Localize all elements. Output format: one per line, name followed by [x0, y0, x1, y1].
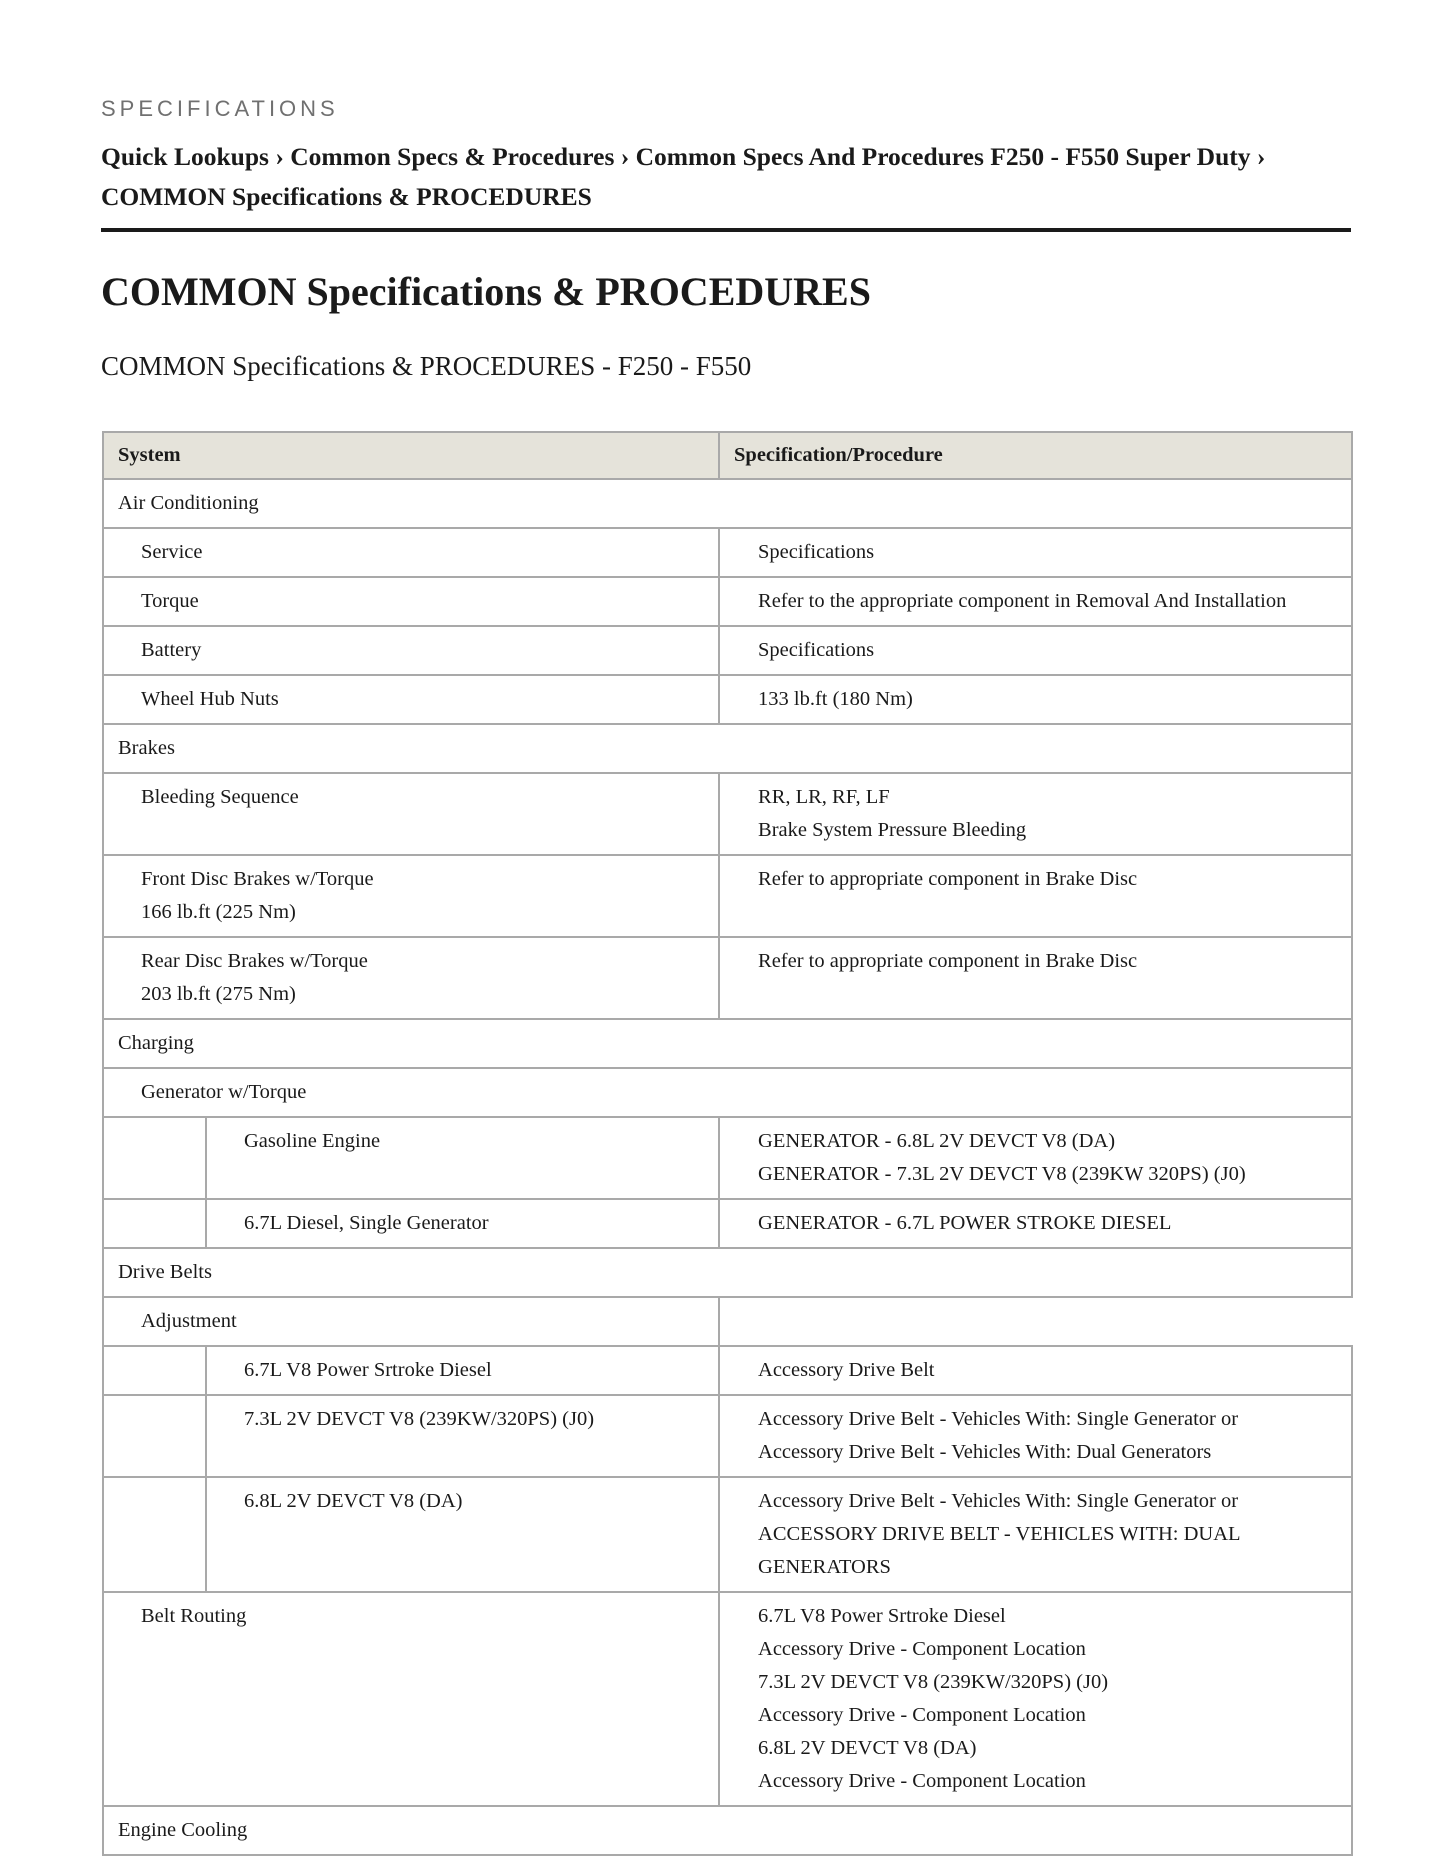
- column-header-system: System: [103, 432, 719, 479]
- spec-link[interactable]: Brake System Pressure Bleeding: [758, 819, 1027, 841]
- spec-link[interactable]: Accessory Drive Belt - Vehicles With: Single Generator or: [758, 1490, 1239, 1512]
- breadcrumb-common-specs[interactable]: Common Specs & Procedures: [290, 142, 615, 171]
- spec-link[interactable]: Accessory Drive - Component Location: [758, 1638, 1086, 1660]
- system-cell: Bleeding Sequence: [103, 773, 719, 855]
- table-row-category: [103, 479, 1352, 528]
- table-row: [103, 937, 1352, 1019]
- subcategory-generator-torque: Generator w/Torque: [103, 1068, 1352, 1117]
- table-row-category: [103, 1806, 1352, 1855]
- page-subtitle: COMMON Specifications & PROCEDURES - F250 - F550: [101, 351, 752, 381]
- table-row: [103, 1346, 1352, 1395]
- system-cell: [103, 855, 719, 937]
- spec-cell: [719, 773, 1352, 855]
- category-brakes: Brakes: [103, 724, 1352, 773]
- system-label: Front Disc Brakes w/Torque: [141, 868, 374, 890]
- indent-cell: [103, 1395, 206, 1477]
- breadcrumb-quick-lookups[interactable]: Quick Lookups: [101, 142, 269, 171]
- indent-cell: [103, 1477, 206, 1592]
- breadcrumb-separator: ›: [1256, 142, 1266, 171]
- header-divider: [101, 228, 1351, 232]
- spec-link[interactable]: Specifications: [719, 528, 1352, 577]
- spec-cell: [719, 1395, 1352, 1477]
- spec-link[interactable]: ACCESSORY DRIVE BELT - VEHICLES WITH: DUAL GENERATORS: [758, 1523, 1240, 1578]
- spec-link[interactable]: GENERATOR - 7.3L 2V DEVCT V8 (239KW 320PS) (J0): [758, 1163, 1246, 1185]
- category-air-conditioning: Air Conditioning: [103, 479, 1352, 528]
- spec-link[interactable]: Refer to appropriate component in Brake Disc: [719, 855, 1352, 937]
- engine-label: 6.8L 2V DEVCT V8 (DA): [758, 1737, 977, 1759]
- column-header-spec: Specification/Procedure: [719, 432, 1352, 479]
- category-engine-cooling: Engine Cooling: [103, 1806, 1352, 1855]
- table-row: [103, 1477, 1352, 1592]
- table-row-subcategory: [103, 1297, 1352, 1346]
- table-row-category: [103, 1248, 1352, 1297]
- spec-cell: [719, 1117, 1352, 1199]
- table-row: [103, 626, 1352, 675]
- subcategory-adjustment: Adjustment: [103, 1297, 719, 1346]
- engine-label: 7.3L 2V DEVCT V8 (239KW/320PS) (J0): [758, 1671, 1109, 1693]
- category-drive-belts: Drive Belts: [103, 1248, 1352, 1297]
- table-row: [103, 1117, 1352, 1199]
- spec-link[interactable]: Specifications: [719, 626, 1352, 675]
- breadcrumb-separator: ›: [620, 142, 630, 171]
- system-cell: Battery: [103, 626, 719, 675]
- page-title: COMMON Specifications & PROCEDURES: [101, 269, 871, 314]
- table-row: [103, 1199, 1352, 1248]
- spec-value: 133 lb.ft (180 Nm): [719, 675, 1352, 724]
- table-row: [103, 1395, 1352, 1477]
- system-cell: Service: [103, 528, 719, 577]
- specs-table: [102, 431, 1353, 1856]
- table-row: [103, 1592, 1352, 1806]
- spec-link[interactable]: GENERATOR - 6.8L 2V DEVCT V8 (DA): [758, 1130, 1116, 1152]
- spec-link[interactable]: Refer to appropriate component in Brake Disc: [719, 937, 1352, 1019]
- table-row: [103, 855, 1352, 937]
- spec-link[interactable]: Accessory Drive Belt - Vehicles With: Single Generator or: [758, 1408, 1239, 1430]
- system-cell: [103, 937, 719, 1019]
- spec-link[interactable]: Accessory Drive Belt: [719, 1346, 1352, 1395]
- section-label: SPECIFICATIONS: [101, 96, 339, 121]
- system-cell: Wheel Hub Nuts: [103, 675, 719, 724]
- table-row-subcategory: [103, 1068, 1352, 1117]
- torque-value: 166 lb.ft (225 Nm): [141, 901, 296, 923]
- table-row: [103, 773, 1352, 855]
- spec-cell: [719, 1477, 1352, 1592]
- spec-link[interactable]: Refer to the appropriate component in Removal And Installation: [719, 577, 1352, 626]
- system-cell: 7.3L 2V DEVCT V8 (239KW/320PS) (J0): [206, 1395, 719, 1477]
- table-row: [103, 528, 1352, 577]
- system-cell: Torque: [103, 577, 719, 626]
- indent-cell: [103, 1346, 206, 1395]
- indent-cell: [103, 1199, 206, 1248]
- spec-link[interactable]: GENERATOR - 6.7L POWER STROKE DIESEL: [719, 1199, 1352, 1248]
- spec-cell: [719, 1592, 1352, 1806]
- system-label: Rear Disc Brakes w/Torque: [141, 950, 368, 972]
- table-row: [103, 675, 1352, 724]
- system-cell: 6.7L Diesel, Single Generator: [206, 1199, 719, 1248]
- table-row-category: [103, 724, 1352, 773]
- spec-link[interactable]: Accessory Drive - Component Location: [758, 1704, 1086, 1726]
- empty-cell: [719, 1297, 1352, 1346]
- breadcrumb-super-duty[interactable]: Common Specs And Procedures F250 - F550 Super Duty: [635, 142, 1251, 171]
- table-header-row: [103, 432, 1352, 479]
- indent-cell: [103, 1117, 206, 1199]
- spec-link[interactable]: Accessory Drive - Component Location: [758, 1770, 1086, 1792]
- system-cell: Belt Routing: [103, 1592, 719, 1806]
- category-charging: Charging: [103, 1019, 1352, 1068]
- spec-value: RR, LR, RF, LF: [758, 786, 890, 808]
- breadcrumb-current: COMMON Specifications & PROCEDURES: [101, 182, 592, 211]
- table-row: [103, 577, 1352, 626]
- table-row-category: [103, 1019, 1352, 1068]
- system-cell: 6.7L V8 Power Srtroke Diesel: [206, 1346, 719, 1395]
- breadcrumb: [101, 137, 1351, 217]
- spec-link[interactable]: Accessory Drive Belt - Vehicles With: Dual Generators: [758, 1441, 1212, 1463]
- system-cell: Gasoline Engine: [206, 1117, 719, 1199]
- engine-label: 6.7L V8 Power Srtroke Diesel: [758, 1605, 1006, 1627]
- system-cell: 6.8L 2V DEVCT V8 (DA): [206, 1477, 719, 1592]
- torque-value: 203 lb.ft (275 Nm): [141, 983, 296, 1005]
- breadcrumb-separator: ›: [275, 142, 284, 171]
